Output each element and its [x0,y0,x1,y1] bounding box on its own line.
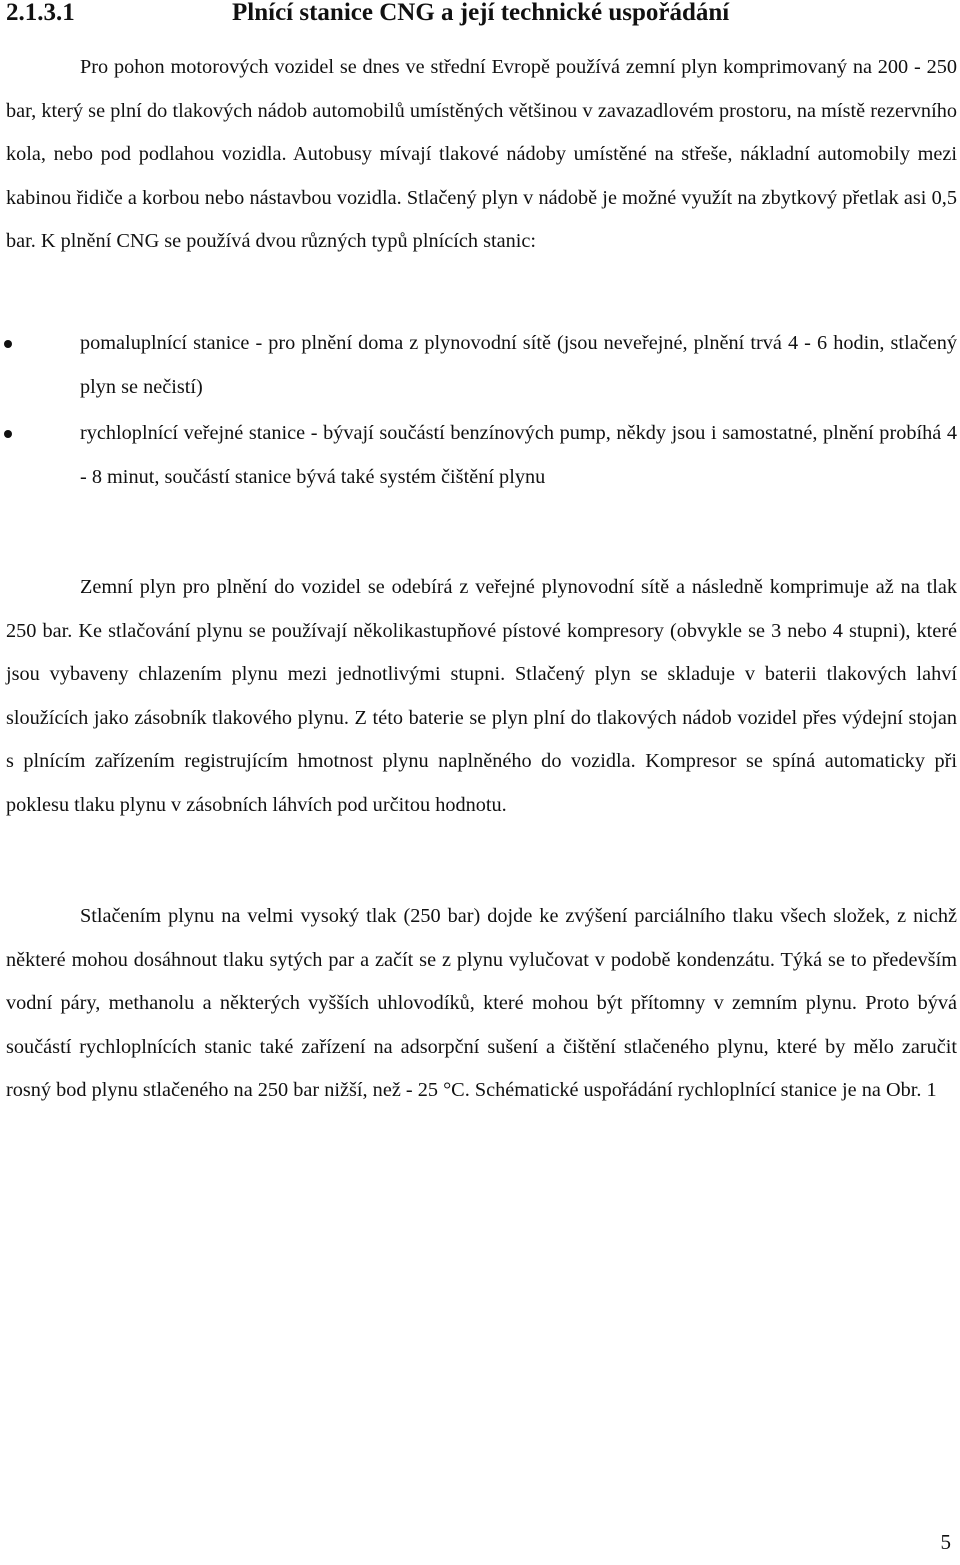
page-number: 5 [940,1530,951,1554]
paragraph-intro: Pro pohon motorových vozidel se dnes ve střední Evropě používá zemní plyn komprimovaný na 200 - 250 bar, který se plní do tlakových nádob automobilů umístěných většinou v zavazadlovém prostoru, na místě rezervního kola, nebo pod podlahou vozidla. Autobusy mívají tlakové nádoby umístěné na střeše, nákladní automobily mezi kabinou řidiče a korbou nebo nástavbou vozidla. Stlačený plyn v nádobě je možné využít na zbytkový přetlak asi 0,5 bar. K plnění CNG se používá dvou různých typů plnících stanic: [6,56,957,252]
bullet-icon [4,430,12,438]
list-item-slow-fill [0,322,957,409]
list-item-text: rychloplnící veřejné stanice - bývají součástí benzínových pump, někdy jsou i samostatné, plnění probíhá 4 - 8 minut, součástí stanice bývá také systém čištění plynu [80,422,957,488]
section-heading [6,0,729,30]
bullet-icon [4,340,12,348]
list-item-fast-fill [0,412,957,499]
station-types-list [0,322,957,502]
list-item-text: pomaluplnící stanice - pro plnění doma z plynovodní sítě (jsou neveřejné, plnění trvá 4 - 6 hodin, stlačený plyn se nečistí) [80,332,957,398]
section-number: 2.1.3.1 [6,0,75,26]
paragraph-drying: Stlačením plynu na velmi vysoký tlak (250 bar) dojde ke zvýšení parciálního tlaku všech složek, z nichž některé mohou dosáhnout tlaku sytých par a začít se z plynu vylučovat v podobě kondenzátu. Týká se to především vodní páry, methanolu a některých vyšších uhlovodíků, které mohou být přítomny v zemním plynu. Proto bývá součástí rychloplnících stanic také zařízení na adsorpční sušení a čištění stlačeného plynu, které by mělo zaručit rosný bod plynu stlačeného na 250 bar nižší, než - 25 °C. Schématické uspořádání rychloplnící stanice je na Obr. 1 [6,905,957,1101]
section-title: Plnící stanice CNG a její technické uspořádání [232,0,730,26]
paragraph-compression: Zemní plyn pro plnění do vozidel se odebírá z veřejné plynovodní sítě a následně komprimuje až na tlak 250 bar. Ke stlačování plynu se používají několikastupňové pístové kompresory (obvykle se 3 nebo 4 stupni), které jsou vybaveny chlazením plynu mezi jednotlivými stupni. Stlačený plyn se skladuje v baterii tlakových lahví sloužících jako zásobník tlakového plynu. Z této baterie se plyn plní do tlakových nádob vozidel přes výdejní stojan s plnícím zařízením registrujícím hmotnost plynu naplněného do vozidla. Kompresor se spíná automaticky při poklesu tlaku plynu v zásobních láhvích pod určitou hodnotu. [6,576,957,816]
